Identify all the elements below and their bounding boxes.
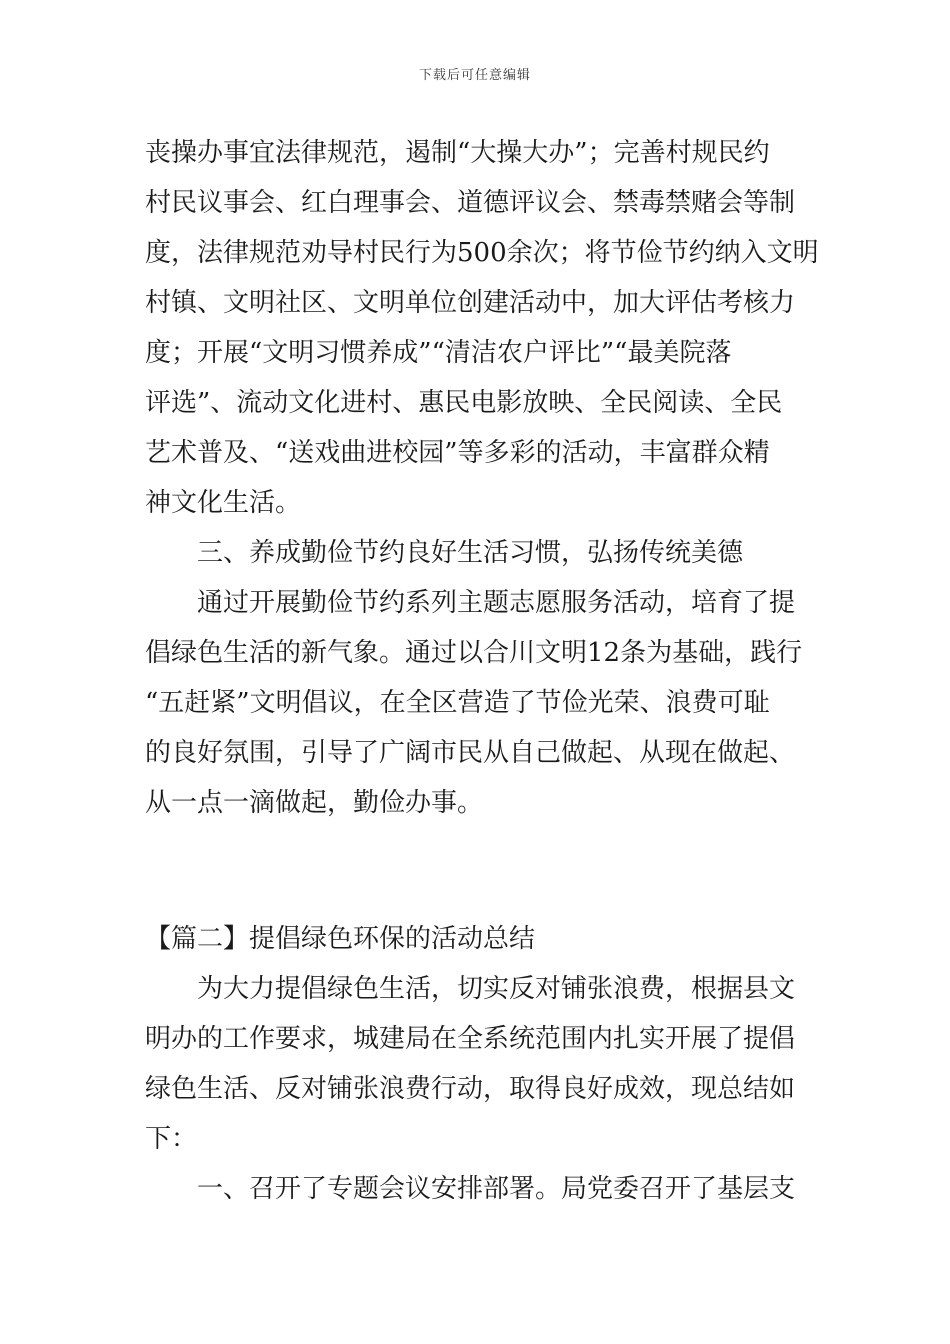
paragraph-line: 村镇、文明社区、文明单位创建活动中，加大评估考核力	[145, 288, 796, 318]
paragraph-line: 一、召开了专题会议安排部署。局党委召开了基层支	[197, 1174, 796, 1204]
paragraph-line: 下：	[145, 1124, 198, 1154]
paragraph-line: 明办的工作要求，城建局在全系统范围内扎实开展了提倡	[145, 1024, 796, 1054]
paragraph-line: “五赶紧”文明倡议，在全区营造了节俭光荣、浪费可耻	[145, 688, 770, 718]
paragraph-line: 度，法律规范劝导村民行为500余次；将节俭节约纳入文明	[145, 238, 819, 268]
paragraph-line: 度；开展“文明习惯养成”“清洁农户评比”“最美院落	[145, 338, 732, 368]
paragraph-line: 从一点一滴做起，勤俭办事。	[145, 788, 484, 818]
paragraph-line: 通过开展勤俭节约系列主题志愿服务活动，培育了提	[197, 588, 796, 618]
paragraph-line: 绿色生活、反对铺张浪费行动，取得良好成效，现总结如	[145, 1074, 796, 1104]
paragraph-line: 丧操办事宜法律规范，遏制“大操大办”；完善村规民约	[145, 138, 770, 168]
paragraph-line: 艺术普及、“送戏曲进校园”等多彩的活动，丰富群众精	[145, 438, 770, 468]
paragraph-line: 为大力提倡绿色生活，切实反对铺张浪费，根据县文	[197, 974, 796, 1004]
article-title: 【篇二】提倡绿色环保的活动总结	[145, 924, 536, 954]
section-heading: 三、养成勤俭节约良好生活习惯，弘扬传统美德	[197, 538, 744, 568]
page-header: 下载后可任意编辑	[418, 68, 531, 83]
paragraph-line: 评选”、流动文化进村、惠民电影放映、全民阅读、全民	[145, 388, 783, 418]
document-body	[145, 128, 819, 1214]
paragraph-line: 神文化生活。	[145, 488, 302, 518]
paragraph-line: 倡绿色生活的新气象。通过以合川文明12条为基础，践行	[145, 638, 803, 668]
paragraph-line: 的良好氛围，引导了广阔市民从自己做起、从现在做起、	[145, 738, 796, 768]
section-spacer	[145, 828, 807, 914]
paragraph-line: 村民议事会、红白理事会、道德评议会、禁毒禁赌会等制	[145, 188, 796, 218]
